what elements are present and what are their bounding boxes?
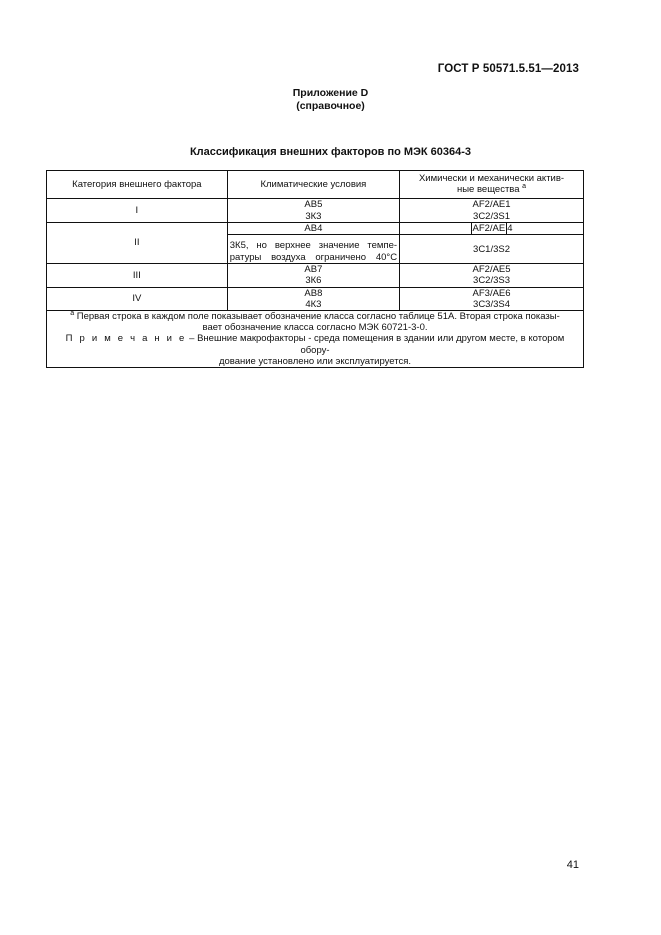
climatic-line: 3К6	[305, 275, 322, 287]
category-cell: III	[47, 264, 228, 287]
chemical-line: 3С2/3S3	[473, 275, 511, 287]
chemical-cell	[400, 264, 584, 287]
chemical-boxed-suffix: 4	[507, 222, 513, 234]
chemical-line: 3С1/3S2	[473, 244, 511, 256]
chemical-cell	[400, 287, 584, 310]
footnote	[51, 311, 579, 322]
table-header-row	[47, 171, 584, 199]
climatic-line: 4К3	[305, 298, 322, 310]
note	[51, 333, 579, 355]
note-label: П р и м е ч а н и е	[65, 333, 187, 345]
chemical-cell	[400, 222, 584, 263]
document-code: ГОСТ Р 50571.5.51—2013	[437, 63, 579, 75]
table-notes-cell	[47, 311, 584, 368]
external-factors-table	[46, 170, 584, 368]
appendix-subtitle: (справочное)	[296, 100, 365, 112]
note-line2: дование установлено или эксплуатируется.	[218, 355, 412, 367]
appendix-heading	[0, 87, 661, 113]
climatic-line: 3К3	[305, 210, 322, 222]
footnote-line1: Первая строка в каждом поле показывает обозначение класса согласно таблице 51А. Вторая строка показы-	[74, 311, 560, 323]
climatic-line: АВ5	[304, 199, 323, 211]
footnote-marker: а	[522, 183, 527, 191]
chemical-boxed-value: AF2/AE	[472, 222, 506, 234]
chemical-line: AF2/AE5	[472, 264, 511, 276]
climatic-line: АВ8	[304, 287, 323, 299]
chemical-line: 3С2/3S1	[473, 210, 511, 222]
appendix-title: Приложение D	[292, 87, 369, 99]
header-category: Категория внешнего фактора	[47, 171, 228, 199]
header-chemical-line2-text: ные вещества	[456, 184, 520, 196]
table-notes-row	[47, 311, 584, 368]
climatic-cell	[227, 287, 399, 310]
header-chemical-line2	[404, 184, 579, 195]
climatic-cell	[227, 264, 399, 287]
climatic-note-line: ратуры воздуха ограничено 40°С	[229, 251, 398, 263]
footnote-marker: а	[70, 309, 75, 317]
climatic-note-line: 3К5, но верхнее значение темпе-	[229, 240, 398, 252]
climatic-line: АВ4	[304, 223, 323, 235]
table-row	[47, 199, 584, 222]
chemical-line: AF2/AE1	[472, 199, 511, 211]
category-cell: II	[47, 222, 228, 263]
table-title: Классификация внешних факторов по МЭК 60364-3	[189, 146, 472, 158]
climatic-cell	[227, 199, 399, 222]
chemical-line	[400, 223, 583, 234]
note-line1: – Внешние макрофакторы - среда помещения в здании или другом месте, в котором обору-	[186, 333, 565, 356]
chemical-line: AF3/AE6	[472, 287, 511, 299]
chemical-cell	[400, 199, 584, 222]
category-cell: IV	[47, 287, 228, 310]
page-number: 41	[566, 859, 579, 871]
chemical-line: 3С3/3S4	[473, 298, 511, 310]
category-cell: I	[47, 199, 228, 222]
table-row	[47, 222, 584, 263]
table-row	[47, 264, 584, 287]
header-chemical	[400, 171, 584, 199]
footnote-line2: вает обозначение класса согласно МЭК 60721-3-0.	[202, 322, 428, 334]
table-row	[47, 287, 584, 310]
header-chemical-line1: Химически и механически актив-	[418, 173, 565, 184]
header-climatic: Климатические условия	[227, 171, 399, 199]
climatic-line: АВ7	[304, 264, 323, 276]
climatic-cell	[227, 222, 399, 263]
